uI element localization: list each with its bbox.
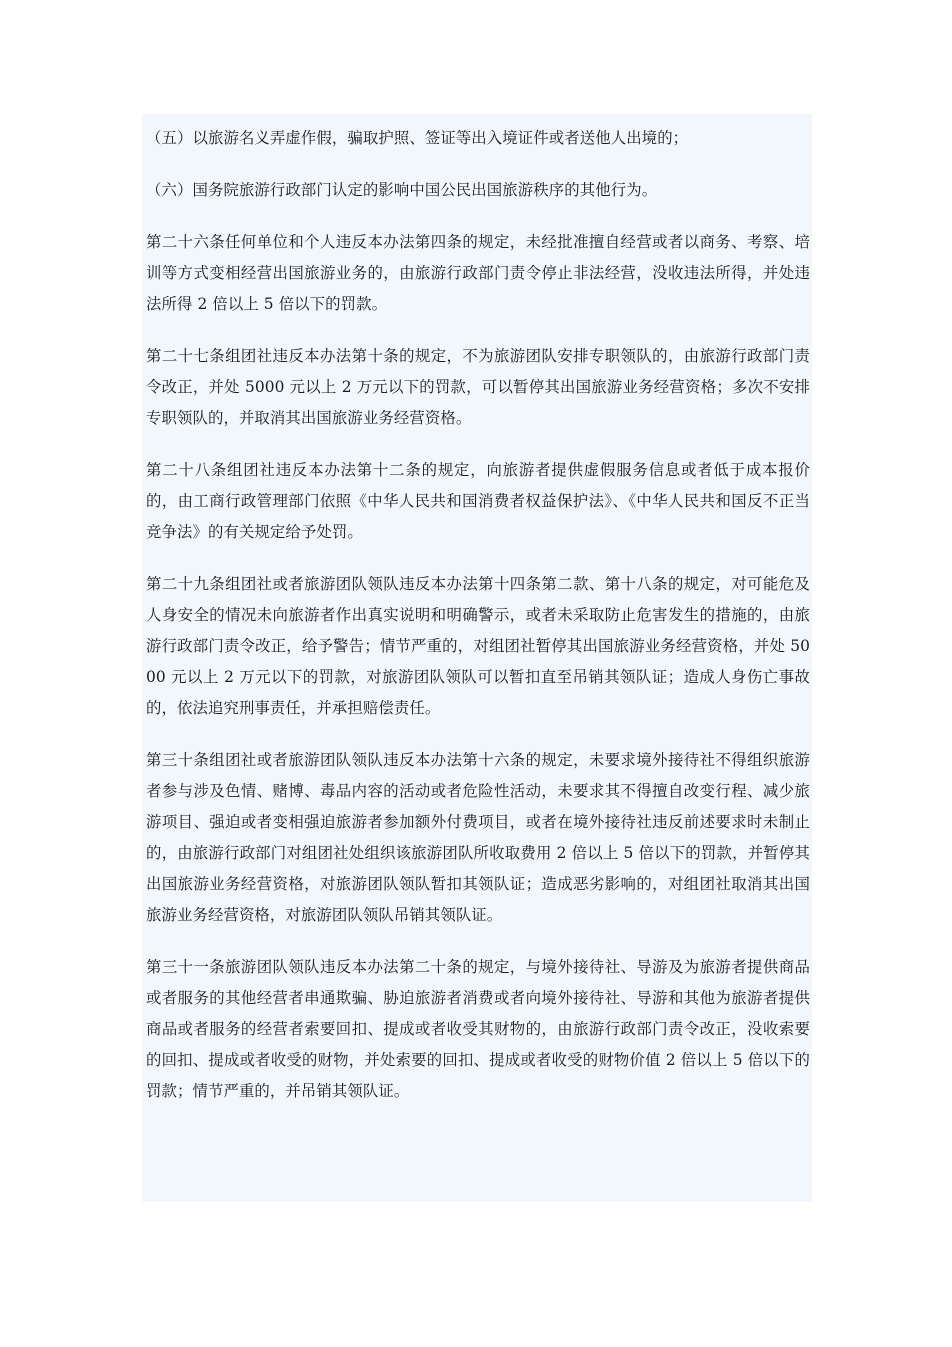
paragraph-item-6: （六）国务院旅游行政部门认定的影响中国公民出国旅游秩序的其他行为。 <box>146 181 658 199</box>
article-30-paragraph: 第三十条组团社或者旅游团队领队违反本办法第十六条的规定，未要求境外接待社不得组织旅游者参与涉及色情、赌博、毒品内容的活动或者危险性活动，未要求其不得擅自改变行程、减少旅游项目、强迫或者变相强迫旅游者参加额外付费项目，或者在境外接待社违反前述要求时未制止的，由旅游行政部门对组团社处组织该旅游团队所收取费用 2 倍以上 5 倍以下的罚款，并暂停其出国旅游业务经营资格，对旅游团队领队暂扣其领队证；造成恶劣影响的，对组团社取消其出国旅游业务经营资格，对旅游团队领队吊销其领队证。 <box>146 751 810 924</box>
paragraph-item-5: （五）以旅游名义弄虚作假，骗取护照、签证等出入境证件或者送他人出境的； <box>146 129 689 147</box>
article-31-paragraph: 第三十一条旅游团队领队违反本办法第二十条的规定，与境外接待社、导游及为旅游者提供商品或者服务的其他经营者串通欺骗、胁迫旅游者消费或者向境外接待社、导游和其他为旅游者提供商品或者服务的经营者索要回扣、提成或者收受其财物的，由旅游行政部门责令改正，没收索要的回扣、提成或者收受的财物，并处索要的回扣、提成或者收受的财物价值 2 倍以上 5 倍以下的罚款；情节严重的，并吊销其领队证。 <box>146 958 810 1100</box>
article-28-paragraph: 第二十八条组团社违反本办法第十二条的规定，向旅游者提供虚假服务信息或者低于成本报价的，由工商行政管理部门依照《中华人民共和国消费者权益保护法》、《中华人民共和国反不正当竞争法》的有关规定给予处罚。 <box>146 461 810 541</box>
article-29-paragraph: 第二十九条组团社或者旅游团队领队违反本办法第十四条第二款、第十八条的规定，对可能危及人身安全的情况未向旅游者作出真实说明和明确警示，或者未采取防止危害发生的措施的，由旅游行政部门责令改正，给予警告；情节严重的，对组团社暂停其出国旅游业务经营资格，并处 5000 元以上 2 万元以下的罚款，对旅游团队领队可以暂扣直至吊销其领队证；造成人身伤亡事故的，依法追究刑事责任，并承担赔偿责任。 <box>146 575 810 717</box>
article-27-paragraph: 第二十七条组团社违反本办法第十条的规定，不为旅游团队安排专职领队的，由旅游行政部门责令改正，并处 5000 元以上 2 万元以下的罚款，可以暂停其出国旅游业务经营资格；多次不安排专职领队的，并取消其出国旅游业务经营资格。 <box>146 347 810 427</box>
article-26-paragraph: 第二十六条任何单位和个人违反本办法第四条的规定，未经批准擅自经营或者以商务、考察、培训等方式变相经营出国旅游业务的，由旅游行政部门责令停止非法经营，没收违法所得，并处违法所得 2 倍以上 5 倍以下的罚款。 <box>146 233 810 313</box>
document-content-block <box>142 114 812 1202</box>
